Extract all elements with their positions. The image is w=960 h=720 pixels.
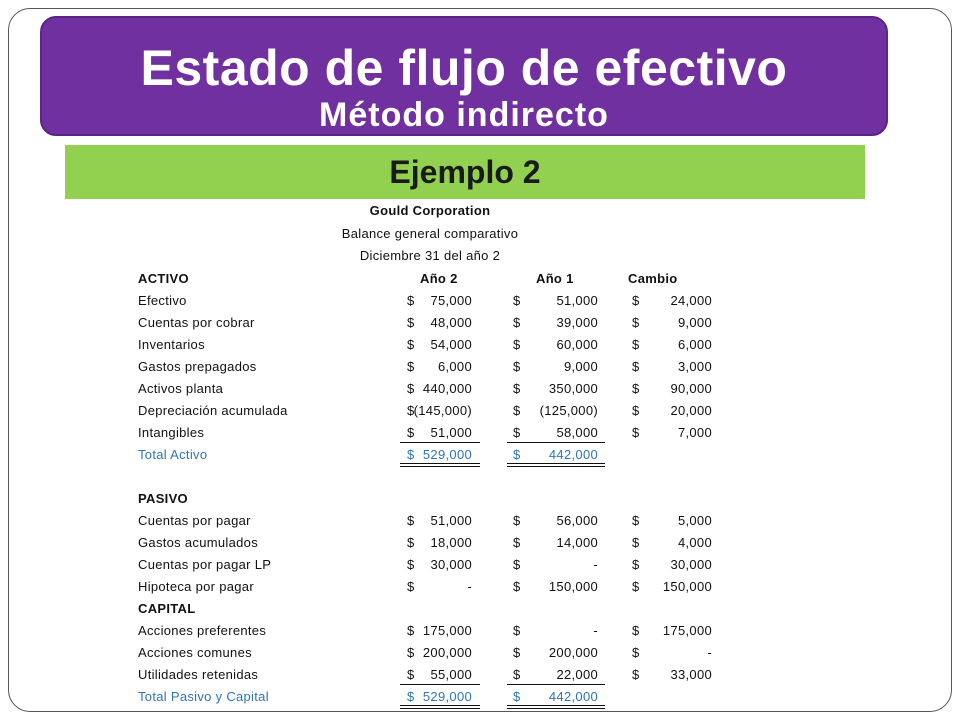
currency-symbol: $ xyxy=(407,557,415,572)
currency-symbol: $ xyxy=(407,535,415,550)
currency-symbol: $ xyxy=(513,381,521,396)
currency-symbol: $ xyxy=(407,623,415,638)
amount-y1: - xyxy=(593,623,598,638)
table-row xyxy=(0,312,960,334)
row-label: Depreciación acumulada xyxy=(138,403,288,418)
currency-symbol: $ xyxy=(632,337,640,352)
statement-date: Diciembre 31 del año 2 xyxy=(359,248,501,263)
double-underline-year2 xyxy=(400,705,480,709)
currency-symbol: $ xyxy=(513,513,521,528)
table-row xyxy=(0,356,960,378)
amount-y2: (145,000) xyxy=(413,403,472,418)
amount-y1: 22,000 xyxy=(556,667,598,682)
currency-symbol: $ xyxy=(513,315,521,330)
currency-symbol: $ xyxy=(632,293,640,308)
row-label: Activos planta xyxy=(138,381,224,396)
currency-symbol: $ xyxy=(513,359,521,374)
amount-y1: 200,000 xyxy=(548,645,598,660)
amount-y2: 51,000 xyxy=(430,513,472,528)
currency-symbol: $ xyxy=(632,557,640,572)
underline-year1 xyxy=(507,684,605,685)
row-label: Gastos prepagados xyxy=(138,359,257,374)
currency-symbol: $ xyxy=(632,359,640,374)
currency-symbol: $ xyxy=(407,425,415,440)
amount-ch: 4,000 xyxy=(677,535,712,550)
amount-ch: 24,000 xyxy=(670,293,712,308)
currency-symbol: $ xyxy=(513,425,521,440)
total-label: Total Activo xyxy=(138,447,208,462)
currency-symbol: $ xyxy=(632,425,640,440)
column-header-row xyxy=(0,268,960,290)
currency-symbol: $ xyxy=(513,293,521,308)
amount-ch: 33,000 xyxy=(670,667,712,682)
amount-y1: 150,000 xyxy=(548,579,598,594)
total-amount-y1: 442,000 xyxy=(548,689,598,704)
table-row xyxy=(0,422,960,444)
amount-ch: 150,000 xyxy=(662,579,712,594)
underline-year2 xyxy=(400,684,480,685)
amount-y2: 54,000 xyxy=(430,337,472,352)
currency-symbol: $ xyxy=(632,535,640,550)
currency-symbol: $ xyxy=(632,579,640,594)
amount-y1: (125,000) xyxy=(539,403,598,418)
amount-y1: 60,000 xyxy=(556,337,598,352)
amount-y2: 18,000 xyxy=(430,535,472,550)
currency-symbol: $ xyxy=(407,359,415,374)
row-label: Cuentas por pagar LP xyxy=(138,557,272,572)
amount-ch: 6,000 xyxy=(677,337,712,352)
table-row xyxy=(0,554,960,576)
statement-name: Balance general comparativo xyxy=(341,226,519,241)
currency-symbol: $ xyxy=(407,579,415,594)
row-label: Utilidades retenidas xyxy=(138,667,259,682)
amount-y2: 75,000 xyxy=(430,293,472,308)
section-pasivo: PASIVO xyxy=(138,491,188,506)
amount-y2: 30,000 xyxy=(430,557,472,572)
currency-symbol: $ xyxy=(513,623,521,638)
amount-y1: 56,000 xyxy=(556,513,598,528)
total-label: Total Pasivo y Capital xyxy=(138,689,269,704)
amount-ch: 5,000 xyxy=(677,513,712,528)
row-label: Intangibles xyxy=(138,425,205,440)
currency-symbol: $ xyxy=(513,667,521,682)
amount-y2: 440,000 xyxy=(422,381,472,396)
total-activo-row xyxy=(0,444,960,466)
col-year1: Año 1 xyxy=(536,271,574,286)
double-underline-year1 xyxy=(507,705,605,709)
title-banner xyxy=(40,16,888,136)
section-activo: ACTIVO xyxy=(138,271,189,286)
amount-y1: 58,000 xyxy=(556,425,598,440)
currency-symbol: $ xyxy=(513,337,521,352)
currency-symbol: $ xyxy=(407,315,415,330)
amount-ch: - xyxy=(707,645,712,660)
total-pasivo-capital-row xyxy=(0,686,960,708)
table-row xyxy=(0,532,960,554)
row-label: Acciones comunes xyxy=(138,645,252,660)
currency-symbol: $ xyxy=(632,403,640,418)
row-label: Efectivo xyxy=(138,293,187,308)
amount-ch: 7,000 xyxy=(677,425,712,440)
table-row xyxy=(0,510,960,532)
currency-symbol: $ xyxy=(407,447,415,462)
amount-y2: 48,000 xyxy=(430,315,472,330)
amount-y2: 200,000 xyxy=(422,645,472,660)
total-amount-y1: 442,000 xyxy=(548,447,598,462)
row-label: Cuentas por pagar xyxy=(138,513,251,528)
amount-y1: 350,000 xyxy=(548,381,598,396)
row-label: Cuentas por cobrar xyxy=(138,315,255,330)
amount-y2: 6,000 xyxy=(437,359,472,374)
amount-ch: 9,000 xyxy=(677,315,712,330)
table-row xyxy=(0,642,960,664)
table-row xyxy=(0,576,960,598)
section-capital: CAPITAL xyxy=(138,601,196,616)
table-row xyxy=(0,400,960,422)
col-year2: Año 2 xyxy=(420,271,458,286)
currency-symbol: $ xyxy=(407,293,415,308)
currency-symbol: $ xyxy=(513,645,521,660)
amount-y2: 55,000 xyxy=(430,667,472,682)
amount-y1: 39,000 xyxy=(556,315,598,330)
amount-ch: 20,000 xyxy=(670,403,712,418)
currency-symbol: $ xyxy=(513,579,521,594)
currency-symbol: $ xyxy=(632,623,640,638)
example-label: Ejemplo 2 xyxy=(389,154,541,190)
section-header-row xyxy=(0,598,960,620)
section-header-row xyxy=(0,488,960,510)
currency-symbol: $ xyxy=(632,381,640,396)
currency-symbol: $ xyxy=(407,667,415,682)
currency-symbol: $ xyxy=(513,403,521,418)
currency-symbol: $ xyxy=(407,403,415,418)
underline-year1 xyxy=(507,442,605,443)
currency-symbol: $ xyxy=(513,557,521,572)
amount-y2: 51,000 xyxy=(430,425,472,440)
amount-y1: - xyxy=(593,557,598,572)
total-amount-y2: 529,000 xyxy=(422,689,472,704)
amount-y1: 14,000 xyxy=(556,535,598,550)
underline-year2 xyxy=(400,442,480,443)
currency-symbol: $ xyxy=(407,513,415,528)
currency-symbol: $ xyxy=(632,513,640,528)
table-row xyxy=(0,290,960,312)
slide-subtitle: Método indirecto xyxy=(319,96,609,134)
currency-symbol: $ xyxy=(513,535,521,550)
currency-symbol: $ xyxy=(407,689,415,704)
table-row xyxy=(0,378,960,400)
total-amount-y2: 529,000 xyxy=(422,447,472,462)
example-bar xyxy=(65,145,865,199)
table-row xyxy=(0,334,960,356)
double-underline-year2 xyxy=(400,463,480,467)
row-label: Gastos acumulados xyxy=(138,535,258,550)
company-name: Gould Corporation xyxy=(369,203,491,218)
currency-symbol: $ xyxy=(407,337,415,352)
amount-ch: 30,000 xyxy=(670,557,712,572)
currency-symbol: $ xyxy=(632,645,640,660)
table-row xyxy=(0,664,960,686)
amount-ch: 90,000 xyxy=(670,381,712,396)
amount-y2: - xyxy=(467,579,472,594)
slide-title: Estado de flujo de efectivo xyxy=(140,40,788,96)
amount-ch: 175,000 xyxy=(662,623,712,638)
currency-symbol: $ xyxy=(513,689,521,704)
row-label: Hipoteca por pagar xyxy=(138,579,254,594)
amount-y1: 9,000 xyxy=(563,359,598,374)
currency-symbol: $ xyxy=(513,447,521,462)
col-change: Cambio xyxy=(628,271,678,286)
table-row xyxy=(0,620,960,642)
amount-y2: 175,000 xyxy=(422,623,472,638)
currency-symbol: $ xyxy=(407,381,415,396)
row-label: Inventarios xyxy=(138,337,205,352)
currency-symbol: $ xyxy=(632,315,640,330)
row-label: Acciones preferentes xyxy=(138,623,267,638)
currency-symbol: $ xyxy=(632,667,640,682)
double-underline-year1 xyxy=(507,463,605,467)
amount-y1: 51,000 xyxy=(556,293,598,308)
currency-symbol: $ xyxy=(407,645,415,660)
amount-ch: 3,000 xyxy=(677,359,712,374)
